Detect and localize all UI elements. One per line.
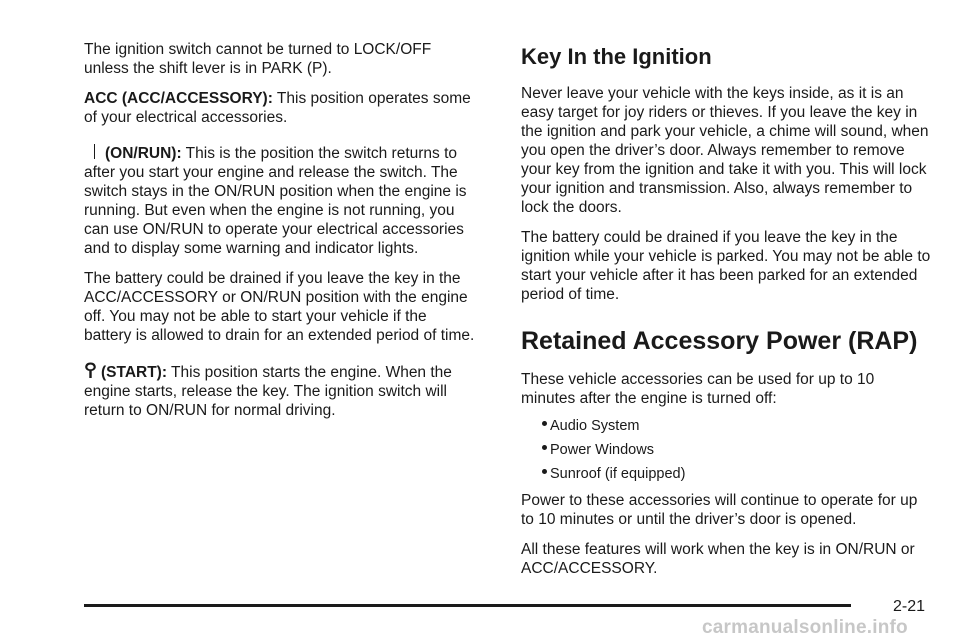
rap-paragraph-3: All these features will work when the key is in ON/RUN or ACC/ACCESSORY.	[521, 541, 915, 577]
key-paragraph-2: The battery could be drained if you leave the key in the ignition while your vehicle is parked. You may not be able to start your vehicle after it has been parked for an extended period of time.	[521, 229, 931, 303]
acc-paragraph	[84, 89, 476, 127]
on-run-body: This is the position the switch returns to after you start your engine and release the switch. The switch stays in the ON/RUN position when the engine is running. But even when the engine is not running, you can use ON/RUN to operate your electrical accessories and to display some warning and indicator lights.	[84, 145, 467, 257]
start-paragraph	[84, 361, 476, 420]
start-position-icon	[84, 361, 101, 382]
on-run-paragraph	[84, 143, 476, 258]
acc-lead: ACC (ACC/ACCESSORY):	[84, 90, 273, 107]
footer-rule	[84, 604, 851, 607]
rap-list	[521, 417, 931, 483]
rap-heading: Retained Accessory Power (RAP)	[521, 327, 918, 355]
rap-intro: These vehicle accessories can be used for up to 10 minutes after the engine is turned off:	[521, 371, 875, 407]
start-body: This position starts the engine. When the engine starts, release the key. The ignition switch will return to ON/RUN for normal driving.	[84, 364, 452, 419]
list-item: Power Windows	[521, 441, 931, 459]
battery-paragraph: The battery could be drained if you leave the key in the ACC/ACCESSORY or ON/RUN position with the engine off. You may not be able to start your vehicle if the battery is allowed to drain for an extended period of time.	[84, 270, 475, 344]
on-run-position-icon	[94, 144, 95, 159]
page-number: 2-21	[893, 598, 926, 615]
watermark: carmanualsonline.info	[702, 617, 908, 638]
start-lead: (START):	[101, 364, 167, 381]
rap-paragraph-2: Power to these accessories will continue to operate for up to 10 minutes or until the driver’s door is opened.	[521, 492, 918, 528]
list-item: Sunroof (if equipped)	[521, 465, 931, 483]
intro-paragraph: The ignition switch cannot be turned to LOCK/OFF unless the shift lever is in PARK (P).	[84, 41, 432, 77]
right-column	[521, 40, 931, 589]
list-item: Audio System	[521, 417, 931, 435]
key-paragraph-1: Never leave your vehicle with the keys inside, as it is an easy target for joy riders or thieves. If you leave the key in the ignition and park your vehicle, a chime will sound, when you open the driver’s door. Always remember to remove your key from the ignition and take it with you. This will lock your ignition and transmission. Also, always remember to lock the doors.	[521, 85, 929, 216]
acc-body: This position operates some of your electrical accessories.	[84, 90, 471, 126]
left-column	[84, 40, 476, 431]
on-run-lead: (ON/RUN):	[105, 145, 182, 162]
key-in-ignition-heading: Key In the Ignition	[521, 44, 712, 69]
